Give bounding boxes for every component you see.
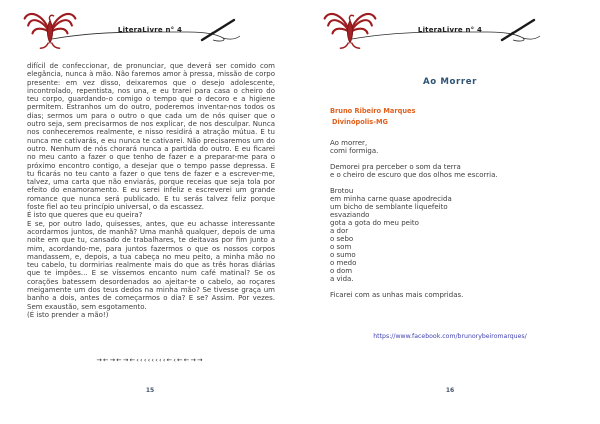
poem-line: Ao morrer,: [330, 139, 368, 147]
magazine-title: LiteraLivre n° 4: [417, 26, 483, 34]
prose-text: [27, 62, 275, 319]
poem-line: um bicho de semblante liquefeito: [330, 203, 448, 211]
page-number-right: 16: [445, 387, 455, 394]
prose-paragraph: difícil de confeccionar, de pronunciar, que deverá ser comido com elegância, nunca à mão. Não faremos amor à pressa, missão de corpo presente: em vez disso, deixaremos que o desejo adolescente, incontrolado, repentista, nos una, e eu trarei para casa o cheiro do teu corpo, guardando-o comigo o tempo que o decoro e a higiene permitem. Estranhos um do outro, poderemos inventar-nos todos os dias; sermos um para o outro o que cada um de nós quiser que o outro seja, sem precisarmos de nos explicar, de nos desculpar. Nunca nos conheceremos realmente, e nisso residirá a atração mútua. E tu nunca me cativarás, e eu nunca te cativarei. Não precisaremos um do outro. Nenhum de nós chorará nunca a partida do outro. E eu ficarei no meu canto a fazer o que tenho de fazer e a preparar-me para o próximo encontro contigo, a desejar que o tempo passe depressa. E tu ficarás no teu canto a fazer o que tens de fazer e a escrever-me, talvez, uma carta que não enviarás, porque receias que seja tola por efeito do enamoramento. E eu serei infeliz e escreverei um grande romance que nunca será publicado. E tu serás talvez feliz porque foste fiel ao teu princípio universal, o da escassez.: [27, 62, 275, 212]
poem-line: esvaziando: [330, 211, 370, 219]
quill-pen-icon: [350, 17, 548, 45]
facebook-link[interactable]: https://www.facebook.com/brunorybeiromarques/: [373, 333, 527, 340]
prose-paragraph: E se, por outro lado, quisesses, antes, que eu achasse interessante acordarmos juntos, de manhã? Uma manhã qualquer, depois de uma noite em que tu, cansado de trabalhares, te deitavas por fim junto a mim, acordando-me, para juntos fazermos o que os nossos corpos mandassem, e, depois, a tua cabeça no meu peito, a minha mão no teu cabelo, tu dormirias realmente mais do que as três horas diárias que te impões... E se víssemos encanto num café matinal? Se os corações batessem desordenados ao ajeitar-te o cabelo, ao roçares meigamente um dos teus dedos na minha mão? Se tivesse graça um banho a dois, antes de começarmos o dia? E se? Assim. Por vezes. Sem exaustão, sem esgotamento.: [27, 219, 275, 311]
prose-paragraph: É isto que queres que eu queira?: [27, 211, 143, 220]
poem-line: em minha carne quase apodrecida: [330, 195, 452, 203]
poem-line: o sebo: [330, 235, 354, 243]
page-number-left: 15: [145, 387, 155, 394]
poem-line: [330, 155, 498, 163]
poem-line: Brotou: [330, 187, 354, 195]
quill-pen-icon: [50, 17, 248, 45]
poem-line: o dom: [330, 267, 353, 275]
poem-line: comi formiga.: [330, 147, 379, 155]
poem-title: Ao Morrer: [423, 77, 477, 87]
poem-line: [330, 283, 498, 291]
author-block: [330, 106, 415, 128]
magazine-title: LiteraLivre n° 4: [117, 26, 183, 34]
poem-line: a vida.: [330, 275, 354, 283]
poem-line: o medo: [330, 259, 357, 267]
poem-line: gota a gota do meu peito: [330, 219, 419, 227]
author-location: Divinópolis-MG: [332, 118, 388, 126]
page-right: [300, 0, 600, 424]
arrow-divider: →←→←→←‹‹‹‹‹‹‹‹←‹←←→→: [96, 356, 204, 364]
poem-line: Ficarei com as unhas mais compridas.: [330, 291, 464, 299]
poem-body: [330, 139, 498, 299]
prose-paragraph: (É isto prender a mão!): [27, 310, 109, 319]
poem-line: o som: [330, 243, 352, 251]
poem-line: o sumo: [330, 251, 356, 259]
poem-line: [330, 179, 498, 187]
poem-line: a dor: [330, 227, 349, 235]
poem-line: e o cheiro de escuro que dos olhos me escorria.: [330, 171, 498, 179]
poem-line: Demorei pra perceber o som da terra: [330, 163, 461, 171]
author-name: Bruno Ribeiro Marques: [330, 107, 416, 115]
